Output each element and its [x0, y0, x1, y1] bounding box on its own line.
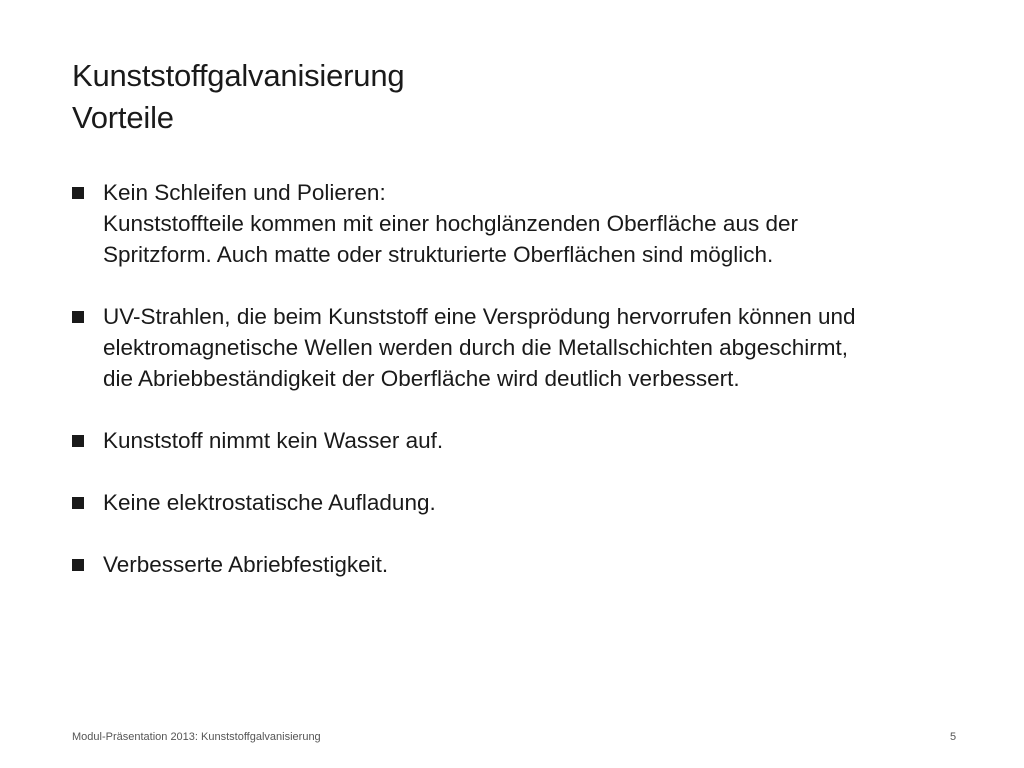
- square-bullet-icon: [72, 187, 84, 199]
- bullet-item-2: [72, 301, 972, 394]
- slide-title: [72, 55, 404, 139]
- bullet-item-3: [72, 425, 972, 456]
- square-bullet-icon: [72, 497, 84, 509]
- bullet-item-4: [72, 487, 972, 518]
- bullet-text-line: Kein Schleifen und Polieren:: [103, 180, 386, 205]
- bullet-text-line: Kunststoffteile kommen mit einer hochglänzenden Oberfläche aus der: [103, 211, 798, 236]
- bullet-text-line: Kunststoff nimmt kein Wasser auf.: [103, 428, 444, 453]
- square-bullet-icon: [72, 435, 84, 447]
- bullet-item-1: [72, 177, 972, 270]
- bullet-text-line: Keine elektrostatische Aufladung.: [103, 490, 436, 515]
- bullet-text-line: Spritzform. Auch matte oder strukturierte Oberflächen sind möglich.: [103, 242, 774, 267]
- slide-title-line-1: Kunststoffgalvanisierung: [72, 58, 405, 93]
- bullet-item-5: [72, 549, 972, 580]
- bullet-text-line: die Abriebbeständigkeit der Oberfläche wird deutlich verbessert.: [103, 366, 740, 391]
- bullet-text-line: UV-Strahlen, die beim Kunststoff eine Versprödung hervorrufen können und: [103, 304, 856, 329]
- footer-text: Modul-Präsentation 2013: Kunststoffgalvanisierung: [72, 731, 321, 743]
- bullet-text-line: Verbesserte Abriebfestigkeit.: [103, 552, 389, 577]
- slide-title-line-2: Vorteile: [72, 100, 174, 135]
- bullet-text-line: elektromagnetische Wellen werden durch die Metallschichten abgeschirmt,: [103, 335, 848, 360]
- bullet-list: [72, 177, 972, 611]
- square-bullet-icon: [72, 559, 84, 571]
- page-number: 5: [950, 731, 957, 743]
- square-bullet-icon: [72, 311, 84, 323]
